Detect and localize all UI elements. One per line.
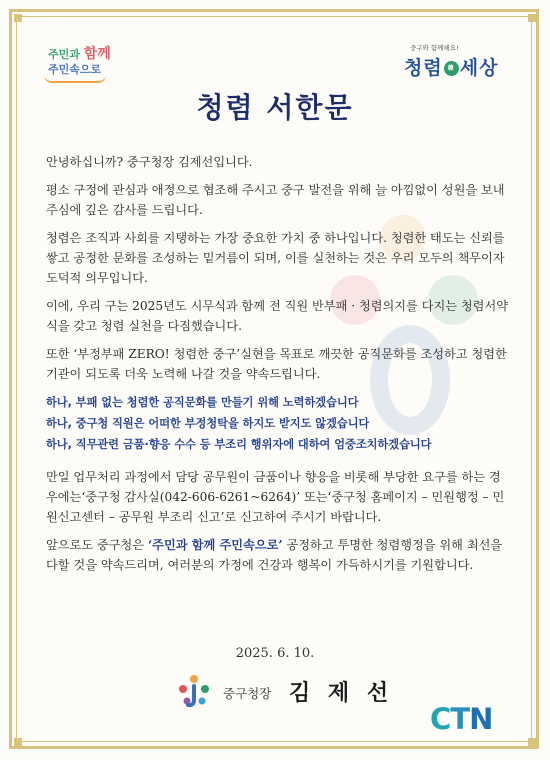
frame-corner bbox=[14, 14, 22, 22]
closing-paragraph: 앞으로도 중구청은 ‘주민과 함께 주민속으로’ 공정하고 투명한 청렴행정을 위해 최선을 다할 것을 약속드리며, 여러분의 가정에 건강과 행복이 가득하시기를 기원합니다. bbox=[46, 538, 503, 572]
integrity-paragraph: 청렴은 조직과 사회를 지탱하는 가장 중요한 가치 중 하나입니다. 청렴한 태도는 신뢰를 쌓고 공정한 문화를 조성하는 밑거름이 되며, 이를 실천하는 것은 우리 모두의 책무이자 도덕적 의무입니다. bbox=[46, 231, 505, 285]
goal-paragraph: 또한 ‘부정부패 ZERO! 청렴한 중구’실현을 목표로 깨끗한 공직문화를 조성하고 청렴한 기관이 되도록 더욱 노력해 나갈 것을 약속드립니다. bbox=[46, 347, 507, 381]
clean-world-logo: 중구와 함께해요! 청렴 韓 세상 bbox=[404, 44, 499, 79]
letter-body bbox=[46, 152, 508, 583]
pledge-item: 하나, 부패 없는 청렴한 공직문화를 만들기 위해 노력하겠습니다 bbox=[46, 396, 359, 409]
letter-date: 2025. 6. 10. bbox=[235, 646, 315, 661]
district-emblem-icon bbox=[177, 674, 211, 708]
thanks-paragraph: 평소 구정에 관심과 애정으로 협조해 주시고 중구 발전을 위해 늘 아낌없이 성원을 보내주심에 깊은 감사를 드립니다. bbox=[46, 183, 505, 217]
frame-corner bbox=[14, 738, 22, 746]
ctn-logo: CTN bbox=[430, 702, 493, 736]
pledge-item: 하나, 직무관련 금품·향응 수수 등 부조리 행위자에 대하여 엄중조치하겠습니다 bbox=[46, 438, 432, 451]
slogan-highlight: ‘주민과 함께 주민속으로’ bbox=[147, 538, 283, 552]
signature-block bbox=[177, 674, 397, 708]
frame-corner bbox=[528, 14, 536, 22]
pledge-ceremony-paragraph: 이에, 우리 구는 2025년도 시무식과 함께 전 직원 반부패 · 청렴의지를 다지는 청렴서약식을 갖고 청렴 실천을 다짐했습니다. bbox=[46, 299, 508, 333]
clean-seal-icon: 韓 bbox=[444, 61, 459, 76]
letter-title: 청렴 서한문 bbox=[196, 91, 354, 124]
pledge-list bbox=[46, 392, 508, 455]
frame-corner bbox=[528, 738, 536, 746]
report-paragraph: 만일 업무처리 과정에서 담당 공무원이 금품이나 향응을 비롯해 부당한 요구를 하는 경우에는‘중구청 감사실(042-606-6261~6264)’ 또는‘중구청 홈페이지 – 민원행정 – 민원신고센터 – 공무원 부조리 신고’로 신고하여 주시기 바랍니다. bbox=[46, 470, 505, 524]
signer-name: 김 제 선 bbox=[289, 680, 394, 706]
pledge-item: 하나, 중구청 직원은 어떠한 부정청탁을 하지도 받지도 않겠습니다 bbox=[46, 417, 370, 430]
greeting-paragraph: 안녕하십니까? 중구청장 김제선입니다. bbox=[46, 155, 253, 169]
slogan-logo: 주민과 함께 주민속으로 bbox=[42, 43, 122, 93]
signer-position: 중구청장 bbox=[223, 686, 272, 701]
